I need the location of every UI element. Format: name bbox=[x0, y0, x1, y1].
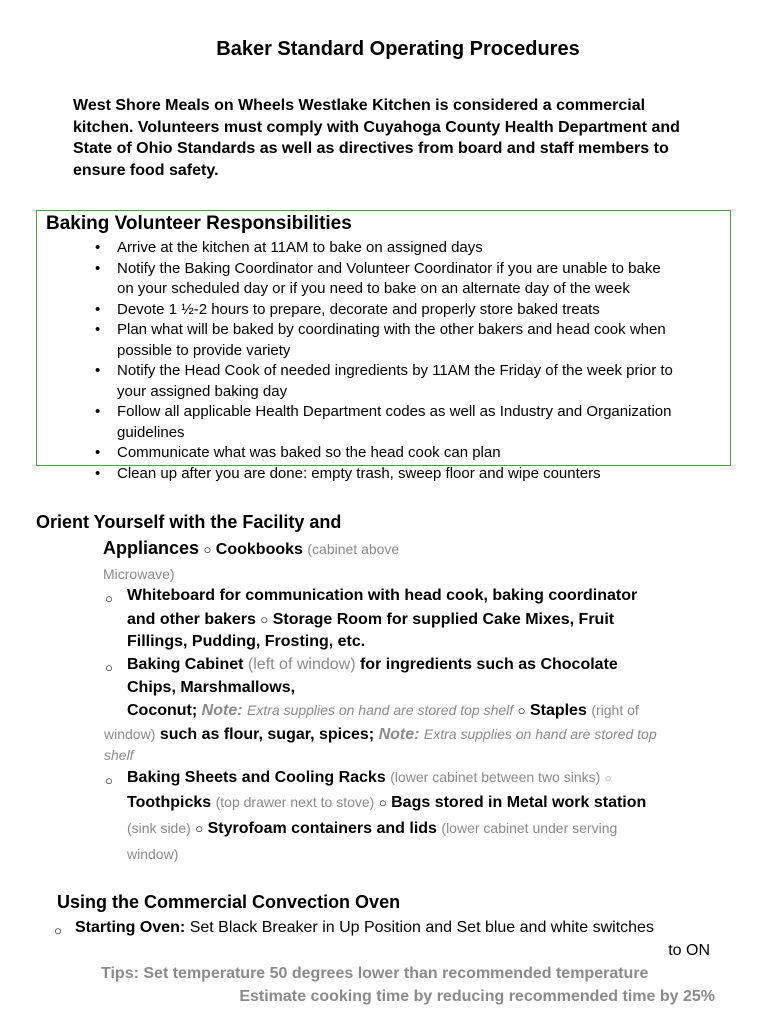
toothpicks-label: Toothpicks bbox=[127, 794, 212, 811]
bullet: • bbox=[95, 239, 101, 256]
responsibility-item bbox=[95, 320, 745, 361]
starting-oven-text: Set Black Breaker in Up Position and Set blue and white switches bbox=[189, 919, 654, 936]
intro-paragraph bbox=[73, 95, 723, 181]
responsibility-item bbox=[95, 238, 745, 259]
responsibility-text: Devote 1 ½-2 hours to prepare, decorate and properly store baked treats bbox=[117, 300, 600, 318]
responsibility-item bbox=[95, 361, 745, 402]
bags-location: (sink side) bbox=[127, 820, 191, 836]
responsibility-text: Arrive at the kitchen at 11AM to bake on assigned days bbox=[117, 239, 483, 256]
semicolon: ; bbox=[368, 726, 375, 743]
oven-heading: Using the Commercial Convection Oven bbox=[57, 892, 401, 912]
baking-cabinet-line-1 bbox=[127, 656, 618, 674]
staples-line-2 bbox=[104, 726, 657, 744]
coconut-text: Coconut; bbox=[127, 702, 198, 719]
cookbooks-location-cont: Microwave) bbox=[103, 566, 175, 582]
circle-bullet: ○ bbox=[517, 703, 526, 718]
note-label: Note: bbox=[201, 702, 243, 719]
baking-sheets-location: (lower cabinet between two sinks) bbox=[390, 769, 601, 785]
cookbooks-label: Cookbooks bbox=[215, 541, 303, 558]
baking-cabinet-label: Baking Cabinet bbox=[127, 656, 244, 673]
staples-label: Staples bbox=[529, 702, 587, 719]
styrofoam-location-cont: window) bbox=[127, 846, 179, 862]
baking-sheets-line bbox=[127, 769, 611, 787]
note-text: Extra supplies on hand are stored top shelf bbox=[247, 702, 514, 718]
responsibilities-list bbox=[95, 238, 745, 484]
intro-line: ensure food safety. bbox=[73, 161, 219, 179]
baking-cabinet-location: (left of window) bbox=[247, 656, 356, 673]
responsibility-item bbox=[95, 300, 745, 321]
circle-bullet: ○ bbox=[260, 612, 269, 627]
tips-line-1: Tips: Set temperature 50 degrees lower than recommended temperature bbox=[101, 965, 649, 982]
circle-bullet: ○ bbox=[105, 660, 113, 675]
responsibility-text: on your scheduled day or if you need to bake on an alternate day of the week bbox=[117, 280, 630, 297]
responsibility-item bbox=[95, 443, 745, 464]
bullet: • bbox=[95, 321, 101, 338]
bullet: • bbox=[95, 259, 101, 277]
storage-room-line-2: Fillings, Pudding, Frosting, etc. bbox=[127, 633, 366, 650]
circle-bullet: ○ bbox=[195, 821, 204, 836]
whiteboard-line-1: Whiteboard for communication with head cook, baking coordinator bbox=[127, 587, 638, 604]
note-text-cont: shelf bbox=[104, 747, 134, 763]
baking-cabinet-line-2: Chips, Marshmallows, bbox=[127, 679, 296, 696]
baking-sheets-label: Baking Sheets and Cooling Racks bbox=[127, 769, 386, 786]
circle-bullet: ○ bbox=[604, 773, 612, 785]
whiteboard-line-2 bbox=[127, 611, 614, 629]
responsibility-text: Plan what will be baked by coordinating with the other bakers and head cook when bbox=[117, 321, 666, 338]
tips-line-2: Estimate cooking time by reducing recommended time by 25% bbox=[239, 988, 715, 1005]
staples-location: (right of bbox=[591, 702, 639, 718]
page-title: Baker Standard Operating Procedures bbox=[216, 38, 580, 60]
styrofoam-line bbox=[127, 820, 617, 838]
staples-text: such as flour, sugar, spices bbox=[159, 726, 369, 743]
cookbooks-location: (cabinet above bbox=[307, 541, 400, 557]
responsibilities-heading: Baking Volunteer Responsibilities bbox=[46, 213, 352, 234]
responsibility-text: your assigned baking day bbox=[117, 382, 288, 400]
circle-bullet: ○ bbox=[105, 591, 113, 606]
bullet: • bbox=[95, 403, 101, 420]
staples-location-cont: window) bbox=[104, 726, 156, 742]
appliances-heading: Appliances bbox=[103, 538, 200, 558]
circle-bullet: ○ bbox=[378, 795, 387, 810]
storage-room-text: Storage Room for supplied Cake Mixes, Fruit bbox=[272, 611, 615, 628]
bullet: • bbox=[95, 444, 101, 461]
responsibility-text: guidelines bbox=[117, 423, 185, 441]
orient-heading: Orient Yourself with the Facility and bbox=[36, 512, 342, 532]
appliances-line bbox=[103, 538, 399, 559]
responsibility-text: possible to provide variety bbox=[117, 341, 291, 359]
coconut-line bbox=[127, 702, 639, 720]
note-label: Note: bbox=[378, 726, 420, 743]
bags-label: Bags stored in Metal work station bbox=[391, 794, 647, 811]
responsibility-text: Notify the Head Cook of needed ingredients by 11AM the Friday of the week prior to bbox=[117, 362, 673, 379]
toothpicks-line bbox=[127, 794, 646, 812]
bullet: • bbox=[95, 464, 101, 482]
circle-bullet: ○ bbox=[203, 542, 212, 557]
responsibility-item bbox=[95, 259, 745, 300]
responsibility-text: Clean up after you are done: empty trash, sweep floor and wipe counters bbox=[117, 464, 601, 482]
bullet: • bbox=[95, 300, 101, 318]
note-text: Extra supplies on hand are stored top bbox=[423, 726, 657, 742]
starting-oven-line bbox=[75, 919, 654, 937]
starting-oven-label: Starting Oven: bbox=[75, 919, 186, 936]
styrofoam-label: Styrofoam containers and lids bbox=[207, 820, 437, 837]
responsibility-text: Communicate what was baked so the head cook can plan bbox=[117, 444, 501, 461]
responsibility-text: Follow all applicable Health Department codes as well as Industry and Organization bbox=[117, 403, 672, 420]
intro-line: State of Ohio Standards as well as directives from board and staff members to bbox=[73, 140, 669, 157]
whiteboard-text: and other bakers bbox=[127, 611, 256, 628]
circle-bullet: ○ bbox=[54, 923, 62, 938]
toothpicks-location: (top drawer next to stove) bbox=[215, 794, 375, 810]
starting-oven-text-cont: to ON bbox=[668, 942, 710, 959]
baking-cabinet-text: for ingredients such as Chocolate bbox=[359, 656, 618, 673]
responsibility-text: Notify the Baking Coordinator and Volunteer Coordinator if you are unable to bake bbox=[117, 259, 661, 277]
intro-line: kitchen. Volunteers must comply with Cuyahoga County Health Department and bbox=[73, 118, 680, 136]
intro-line: West Shore Meals on Wheels Westlake Kitchen is considered a commercial bbox=[73, 97, 646, 114]
circle-bullet: ○ bbox=[105, 773, 113, 788]
bullet: • bbox=[95, 362, 101, 379]
responsibility-item bbox=[95, 402, 745, 443]
styrofoam-location: (lower cabinet under serving bbox=[441, 820, 618, 836]
responsibility-item bbox=[95, 464, 745, 485]
